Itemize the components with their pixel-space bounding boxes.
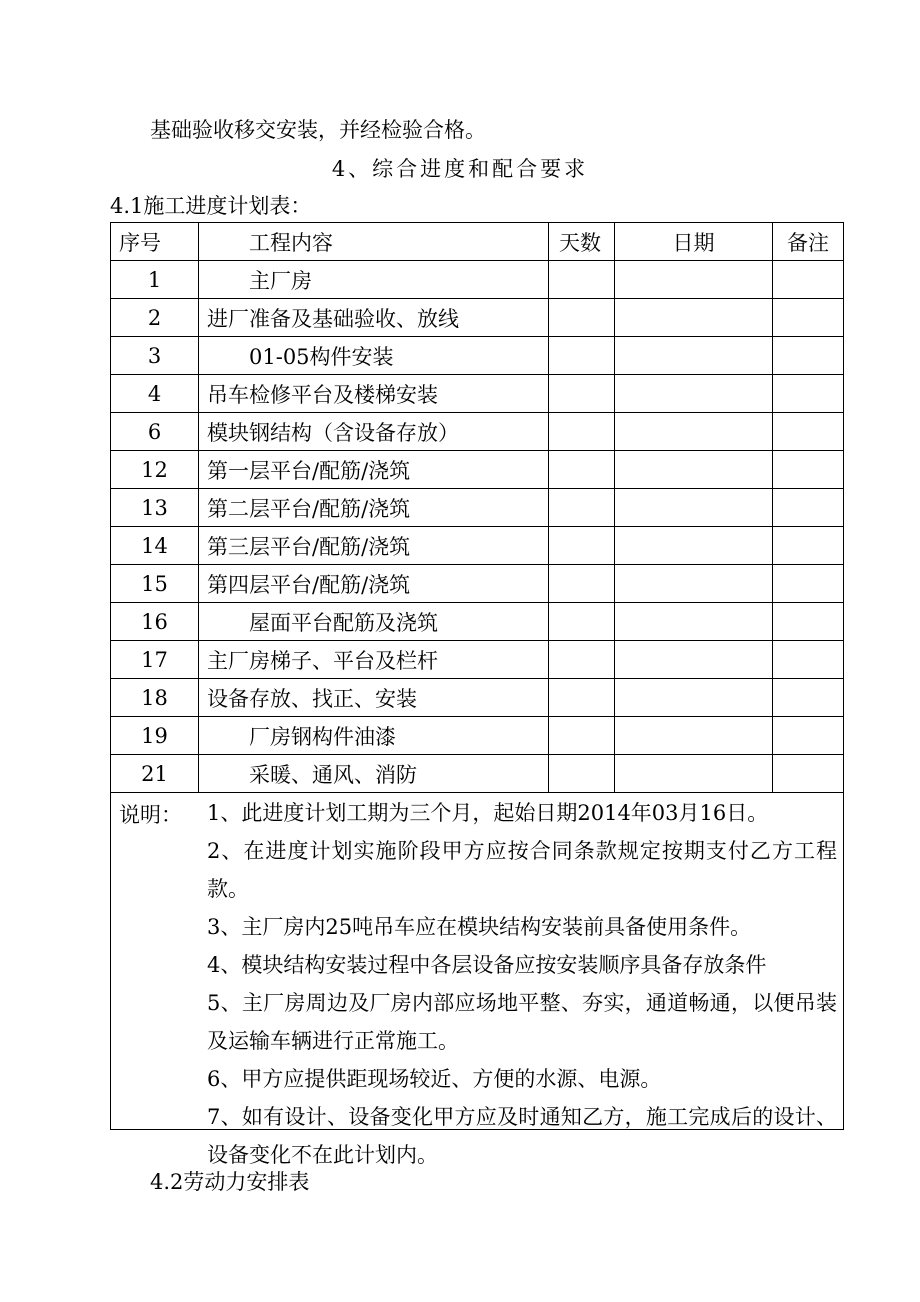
row-date (615, 299, 773, 337)
row-date (615, 565, 773, 603)
row-days (549, 565, 615, 603)
header-no: 序号 (111, 223, 199, 261)
row-no: 19 (111, 717, 199, 755)
row-content: 厂房钢构件油漆 (199, 717, 549, 755)
table-title: 4.1施工进度计划表： (110, 194, 312, 218)
note-item-6: 6、甲方应提供距现场较近、方便的水源、电源。 (207, 1067, 662, 1091)
row-date (615, 261, 773, 299)
row-note (773, 679, 844, 717)
row-days (549, 261, 615, 299)
row-note (773, 261, 844, 299)
note-item-1: 1、此进度计划工期为三个月，起始日期2014年03月16日。 (207, 801, 769, 825)
row-date (615, 717, 773, 755)
note-item-5: 5、主厂房周边及厂房内部应场地平整、夯实，通道畅通，以便吊装及运输车辆进行正常施工。 (207, 991, 837, 1053)
table-row (111, 603, 844, 641)
row-days (549, 413, 615, 451)
row-no: 16 (111, 603, 199, 641)
row-date (615, 679, 773, 717)
row-content: 吊车检修平台及楼梯安装 (199, 375, 549, 413)
table-row (111, 755, 844, 793)
labor-table-title: 4.2劳动力安排表 (150, 1170, 310, 1194)
row-note (773, 565, 844, 603)
intro-paragraph: 基础验收移交安装，并经检验合格。 (150, 118, 486, 142)
row-date (615, 375, 773, 413)
table-row (111, 527, 844, 565)
row-note (773, 299, 844, 337)
row-no: 18 (111, 679, 199, 717)
row-content: 模块钢结构（含设备存放） (199, 413, 549, 451)
row-content: 进厂准备及基础验收、放线 (199, 299, 549, 337)
note-item-2: 2、在进度计划实施阶段甲方应按合同条款规定按期支付乙方工程款。 (207, 839, 837, 901)
row-note (773, 755, 844, 793)
row-content: 设备存放、找正、安装 (199, 679, 549, 717)
row-no: 13 (111, 489, 199, 527)
table-row (111, 337, 844, 375)
row-date (615, 641, 773, 679)
table-row (111, 375, 844, 413)
notes-label: 说明： (119, 803, 182, 827)
row-days (549, 337, 615, 375)
row-no: 12 (111, 451, 199, 489)
row-no: 15 (111, 565, 199, 603)
row-date (615, 337, 773, 375)
table-row (111, 299, 844, 337)
row-no: 3 (111, 337, 199, 375)
notes-cell (111, 793, 844, 1167)
row-days (549, 299, 615, 337)
row-no: 17 (111, 641, 199, 679)
table-row (111, 641, 844, 679)
table-row (111, 489, 844, 527)
notes-row (111, 793, 844, 1130)
row-content: 第二层平台/配筋/浇筑 (199, 489, 549, 527)
row-note (773, 451, 844, 489)
row-days (549, 451, 615, 489)
row-no: 6 (111, 413, 199, 451)
row-note (773, 413, 844, 451)
row-note (773, 489, 844, 527)
row-no: 2 (111, 299, 199, 337)
note-item-3: 3、主厂房内25吨吊车应在模块结构安装前具备使用条件。 (207, 915, 752, 939)
row-no: 1 (111, 261, 199, 299)
row-days (549, 489, 615, 527)
row-days (549, 717, 615, 755)
row-days (549, 527, 615, 565)
row-content: 主厂房 (199, 261, 549, 299)
row-days (549, 603, 615, 641)
row-note (773, 641, 844, 679)
table-row (111, 261, 844, 299)
row-content: 第一层平台/配筋/浇筑 (199, 451, 549, 489)
header-date: 日期 (615, 223, 773, 261)
header-days: 天数 (549, 223, 615, 261)
row-days (549, 679, 615, 717)
row-no: 4 (111, 375, 199, 413)
table-row (111, 451, 844, 489)
row-content: 屋面平台配筋及浇筑 (199, 603, 549, 641)
row-days (549, 375, 615, 413)
table-row (111, 413, 844, 451)
row-content: 采暖、通风、消防 (199, 755, 549, 793)
note-item-7: 7、如有设计、设备变化甲方应及时通知乙方，施工完成后的设计、设备变化不在此计划内。 (207, 1105, 837, 1167)
row-days (549, 641, 615, 679)
row-date (615, 413, 773, 451)
row-note (773, 717, 844, 755)
section-heading: 4、综合进度和配合要求 (331, 157, 589, 181)
row-content: 第三层平台/配筋/浇筑 (199, 527, 549, 565)
row-date (615, 527, 773, 565)
header-content: 工程内容 (199, 223, 549, 261)
row-no: 14 (111, 527, 199, 565)
row-days (549, 755, 615, 793)
row-date (615, 451, 773, 489)
row-content: 第四层平台/配筋/浇筑 (199, 565, 549, 603)
row-note (773, 527, 844, 565)
row-date (615, 755, 773, 793)
row-date (615, 603, 773, 641)
table-row (111, 717, 844, 755)
table-row (111, 679, 844, 717)
row-note (773, 337, 844, 375)
table-header-row (111, 223, 844, 261)
schedule-table (110, 222, 844, 1167)
row-no: 21 (111, 755, 199, 793)
row-content: 主厂房梯子、平台及栏杆 (199, 641, 549, 679)
row-date (615, 489, 773, 527)
note-item-4: 4、模块结构安装过程中各层设备应按安装顺序具备存放条件 (207, 953, 767, 977)
row-note (773, 603, 844, 641)
row-content: 01-05构件安装 (199, 337, 549, 375)
row-note (773, 375, 844, 413)
header-note: 备注 (773, 223, 844, 261)
table-row (111, 565, 844, 603)
